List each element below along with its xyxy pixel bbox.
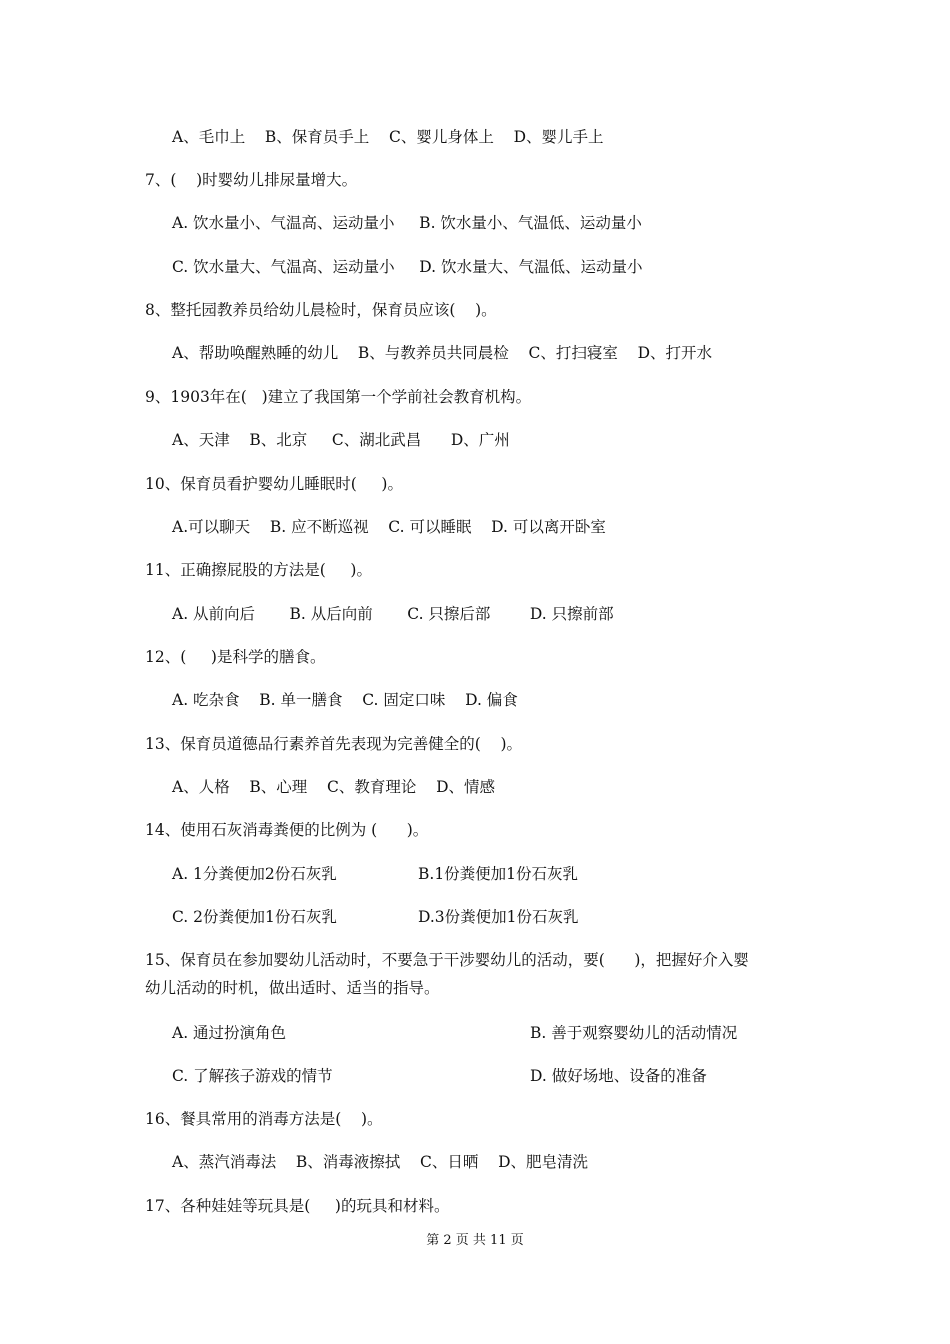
question-15-line1: 15、保育员在参加婴幼儿活动时，不要急于干涉婴幼儿的活动，要( )，把握好介入婴 bbox=[145, 951, 749, 969]
option-line-q7-ab: A. 饮水量小、气温高、运动量小 B. 饮水量小、气温低、运动量小 bbox=[172, 214, 642, 232]
question-10: 10、保育员看护婴幼儿睡眠时( )。 bbox=[145, 475, 403, 493]
question-13: 13、保育员道德品行素养首先表现为完善健全的( )。 bbox=[145, 735, 523, 753]
question-7: 7、( )时婴幼儿排尿量增大。 bbox=[145, 171, 358, 189]
option-q15-d: D. 做好场地、设备的准备 bbox=[530, 1067, 707, 1085]
question-16: 16、餐具常用的消毒方法是( )。 bbox=[145, 1110, 383, 1128]
question-8: 8、整托园教养员给幼儿晨检时，保育员应该( )。 bbox=[145, 301, 497, 319]
option-q15-a: A. 通过扮演角色 bbox=[172, 1024, 287, 1042]
question-11: 11、正确擦屁股的方法是( )。 bbox=[145, 561, 372, 579]
option-line-q12: A. 吃杂食 B. 单一膳食 C. 固定口味 D. 偏食 bbox=[172, 691, 518, 709]
question-14: 14、使用石灰消毒粪便的比例为 ( )。 bbox=[145, 821, 429, 839]
option-line-q11: A. 从前向后 B. 从后向前 C. 只擦后部 D. 只擦前部 bbox=[172, 605, 614, 623]
option-line-q8: A、帮助唤醒熟睡的幼儿 B、与教养员共同晨检 C、打扫寝室 D、打开水 bbox=[172, 344, 712, 362]
option-line-q7-cd: C. 饮水量大、气温高、运动量小 D. 饮水量大、气温低、运动量小 bbox=[172, 258, 643, 276]
question-15-line2: 幼儿活动的时机，做出适时、适当的指导。 bbox=[145, 979, 440, 997]
option-line-q9: A、天津 B、北京 C、湖北武昌 D、广州 bbox=[172, 431, 510, 449]
option-q14-a: A. 1分粪便加2份石灰乳 bbox=[172, 865, 337, 883]
option-line-q10: A.可以聊天 B. 应不断巡视 C. 可以睡眠 D. 可以离开卧室 bbox=[172, 518, 606, 536]
option-q15-c: C. 了解孩子游戏的情节 bbox=[172, 1067, 333, 1085]
option-line-q13: A、人格 B、心理 C、教育理论 D、情感 bbox=[172, 778, 495, 796]
option-q14-b: B.1份粪便加1份石灰乳 bbox=[418, 865, 579, 883]
option-line-q6: A、毛巾上 B、保育员手上 C、婴儿身体上 D、婴儿手上 bbox=[172, 128, 604, 146]
question-17: 17、各种娃娃等玩具是( )的玩具和材料。 bbox=[145, 1197, 450, 1215]
page-footer: 第 2 页 共 11 页 bbox=[426, 1233, 524, 1248]
question-12: 12、( )是科学的膳食。 bbox=[145, 648, 326, 666]
option-q14-d: D.3份粪便加1份石灰乳 bbox=[418, 908, 579, 926]
question-9: 9、1903年在( )建立了我国第一个学前社会教育机构。 bbox=[145, 388, 532, 406]
option-q14-c: C. 2份粪便加1份石灰乳 bbox=[172, 908, 337, 926]
option-q15-b: B. 善于观察婴幼儿的活动情况 bbox=[530, 1024, 738, 1042]
option-line-q16: A、蒸汽消毒法 B、消毒液擦拭 C、日晒 D、肥皂清洗 bbox=[172, 1153, 588, 1171]
